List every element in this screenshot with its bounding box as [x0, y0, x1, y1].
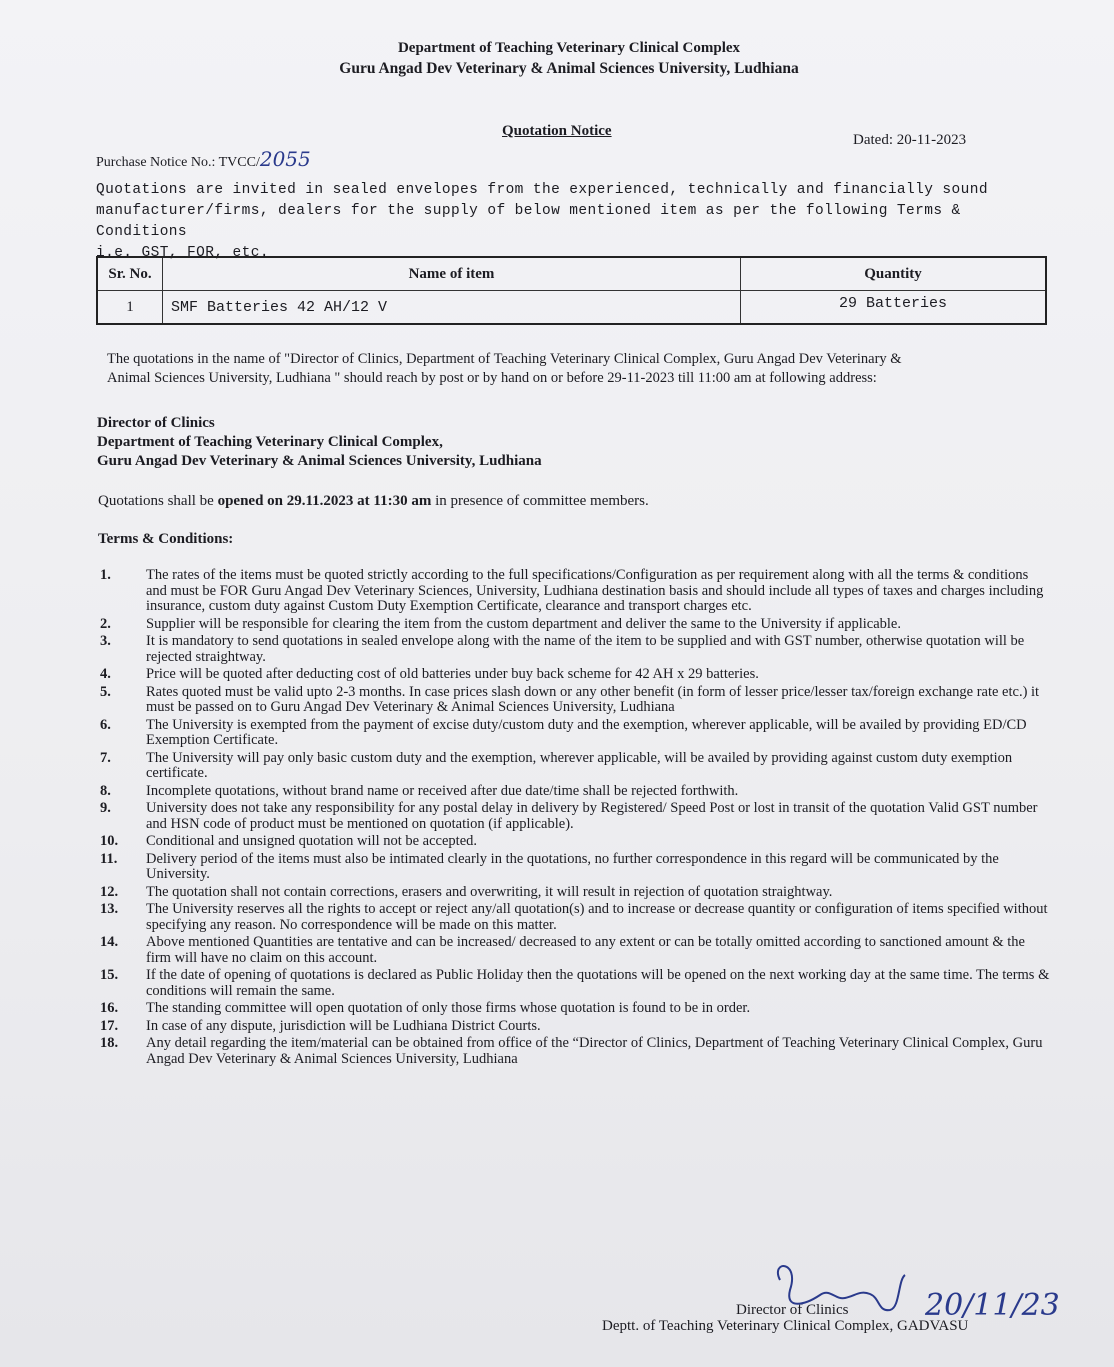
terms-heading: Terms & Conditions:	[98, 531, 234, 547]
opening-date-time: opened on 29.11.2023 at 11:30 am	[217, 493, 432, 509]
term-text: The rates of the items must be quoted strictly according to the full specifications/Configuration as per requirement along with all the terms & conditions and must be FOR Guru Angad Dev Veterinary Sciences, University, Ludhiana destination basis and should include all types of taxes and charges including insurance, custom duty against Custom Duty Exemption Certificate, clearance and transport charges etc.	[146, 567, 1044, 614]
term-number: 7.	[100, 749, 111, 766]
term-text: Incomplete quotations, without brand name or received after due date/time shall be rejected forthwith.	[146, 782, 739, 799]
term-number: 18.	[100, 1035, 119, 1051]
term-text: Conditional and unsigned quotation will not be accepted.	[146, 833, 478, 849]
signature-title: Director of Clinics	[736, 1302, 849, 1318]
term-item	[100, 1019, 1050, 1035]
purchase-notice-number	[96, 147, 311, 171]
term-item	[100, 751, 1050, 782]
term-text: The University will pay only basic custom duty and the exemption, wherever applicable, will be availed by providing against custom duty exemption certificate.	[146, 749, 1013, 781]
table-row	[97, 291, 1046, 325]
term-item	[100, 634, 1050, 665]
term-number: 10.	[100, 833, 119, 849]
header-quantity: Quantity	[741, 257, 1047, 291]
term-number: 12.	[100, 883, 119, 900]
header-line-1: Department of Teaching Veterinary Clinical Complex	[397, 40, 741, 56]
term-item	[100, 935, 1050, 966]
submission-line: The quotations in the name of "Director of Clinics, Department of Teaching Veterinary Clinical Complex, Guru Angad Dev Veterinary &	[107, 351, 902, 367]
items-table	[96, 256, 1047, 325]
term-item	[100, 968, 1050, 999]
term-item	[100, 617, 1050, 633]
term-number: 17.	[100, 1017, 119, 1034]
term-item	[100, 834, 1050, 850]
term-item	[100, 784, 1050, 800]
term-number: 5.	[100, 683, 111, 700]
dated: Dated: 20-11-2023	[853, 132, 967, 148]
notice-title: Quotation Notice	[502, 123, 612, 139]
term-text: University does not take any responsibility for any postal delay in delivery by Registered/ Speed Post or lost in transit of the quotation Valid GST number and HSN code of product must be mentioned on quotation (if applicable).	[146, 800, 1038, 832]
term-text: Above mentioned Quantities are tentative and can be increased/ decreased to any extent or can be totally omitted according to sanctioned amount & the firm will have no claim on this account.	[146, 934, 1025, 966]
term-number: 15.	[100, 967, 119, 983]
term-item	[100, 685, 1050, 716]
term-number: 9.	[100, 800, 111, 816]
term-number: 4.	[100, 666, 111, 682]
term-item	[100, 902, 1050, 933]
term-text: Price will be quoted after deducting cost of old batteries under buy back scheme for 42 AH x 29 batteries.	[146, 666, 759, 682]
term-number: 14.	[100, 934, 119, 950]
term-number: 8.	[100, 782, 111, 799]
term-item	[100, 667, 1050, 683]
cell-item-name: SMF Batteries 42 AH/12 V	[163, 291, 741, 325]
term-text: Delivery period of the items must also be intimated clearly in the quotations, no further correspondence in this regard will be communicated by the University.	[146, 850, 999, 882]
term-text: Supplier will be responsible for clearing the item from the custom department and deliver the same to the University if applicable.	[146, 615, 901, 632]
cell-sr-no: 1	[97, 291, 163, 325]
purchase-label: Purchase Notice No.: TVCC/	[96, 155, 260, 170]
opening-prefix: Quotations shall be	[98, 493, 218, 509]
term-number: 1.	[100, 567, 111, 583]
term-item	[100, 801, 1050, 832]
term-item	[100, 1036, 1050, 1067]
address-line: Department of Teaching Veterinary Clinical Complex,	[97, 434, 443, 450]
intro-line: Quotations are invited in sealed envelopes from the experienced, technically and financially sound	[96, 182, 988, 198]
purchase-number-handwritten: 2055	[259, 147, 311, 171]
term-number: 13.	[100, 901, 119, 917]
term-text: In case of any dispute, jurisdiction will be Ludhiana District Courts.	[146, 1017, 541, 1034]
intro-line: i.e. GST, FOR, etc.	[96, 245, 269, 261]
opening-suffix: in presence of committee members.	[431, 493, 649, 509]
term-text: If the date of opening of quotations is declared as Public Holiday then the quotations will be opened on the next working day at the same time. The terms & conditions will remain the same.	[146, 967, 1050, 999]
cell-quantity: 29 Batteries	[741, 291, 1047, 325]
term-item	[100, 852, 1050, 883]
term-text: Rates quoted must be valid upto 2-3 months. In case prices slash down or any other benefit (in form of lesser price/lesser tax/foreign exchange rate etc.) it must be passed on to Guru Angad Dev Veterinary & Animal Sciences University, Ludhiana	[146, 683, 1040, 715]
term-text: Any detail regarding the item/material can be obtained from office of the “Director of Clinics, Department of Teaching Veterinary Clinical Complex, Guru Angad Dev Veterinary & Animal Sciences University, Ludhiana	[146, 1035, 1043, 1067]
header-line-2: Guru Angad Dev Veterinary & Animal Sciences University, Ludhiana	[339, 60, 799, 77]
handwritten-date: 20/11/23	[925, 1288, 1060, 1323]
term-item	[100, 885, 1050, 901]
table-header-row	[97, 257, 1046, 291]
term-number: 6.	[100, 716, 111, 733]
term-number: 11.	[100, 850, 118, 867]
term-text: The University is exempted from the payment of excise duty/custom duty and the exemption, wherever applicable, will be availed by providing ED/CD Exemption Certificate.	[146, 716, 1027, 748]
terms-list	[100, 568, 1050, 1069]
intro-line: manufacturer/firms, dealers for the supply of below mentioned item as per the following Terms & Conditions	[96, 203, 961, 240]
term-text: The quotation shall not contain corrections, erasers and overwriting, it will result in rejection of quotation straightway.	[146, 883, 833, 900]
term-number: 16.	[100, 1000, 119, 1016]
intro-paragraph	[96, 180, 1056, 264]
address-line: Director of Clinics	[97, 415, 215, 431]
opening-statement	[98, 493, 649, 510]
term-item	[100, 1001, 1050, 1017]
address-line: Guru Angad Dev Veterinary & Animal Sciences University, Ludhiana	[97, 453, 542, 469]
address-block	[97, 414, 542, 471]
term-number: 3.	[100, 633, 111, 649]
header-sr-no: Sr. No.	[97, 257, 163, 291]
term-text: It is mandatory to send quotations in sealed envelope along with the name of the item to be supplied and with GST number, otherwise quotation will be rejected straightway.	[146, 633, 1025, 665]
submission-paragraph	[107, 350, 1057, 388]
submission-line: Animal Sciences University, Ludhiana " should reach by post or by hand on or before 29-11-2023 till 11:00 am at following address:	[107, 370, 877, 386]
header-item-name: Name of item	[163, 257, 741, 291]
term-item	[100, 568, 1050, 615]
signature-department: Deptt. of Teaching Veterinary Clinical Complex, GADVASU	[602, 1318, 969, 1334]
term-item	[100, 718, 1050, 749]
term-number: 2.	[100, 615, 111, 632]
term-text: The standing committee will open quotation of only those firms whose quotation is found to be in order.	[146, 1000, 751, 1016]
term-text: The University reserves all the rights to accept or reject any/all quotation(s) and to increase or decrease quantity or configuration of items specified without specifying any reason. No correspondence will be made on this matter.	[146, 901, 1048, 933]
